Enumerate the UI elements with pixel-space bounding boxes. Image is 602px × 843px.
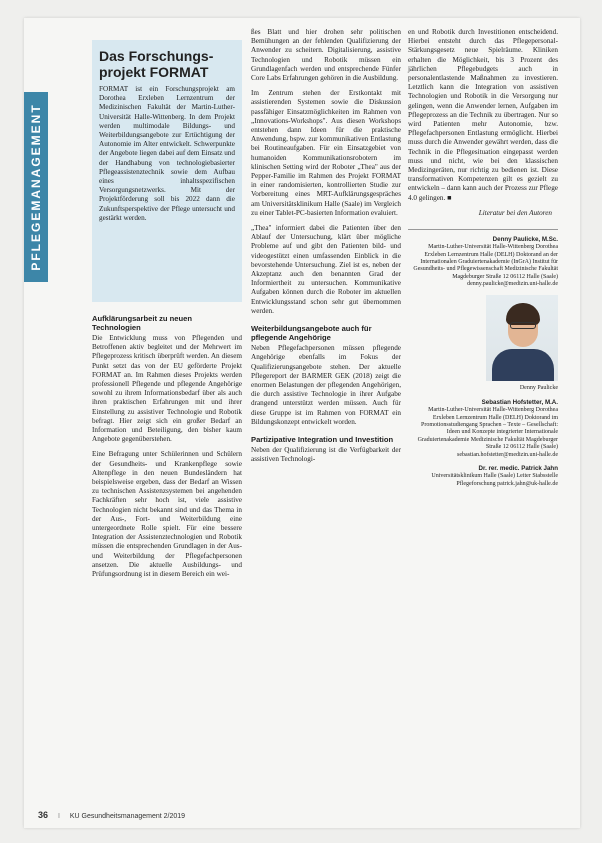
paragraph: Im Zentrum stehen der Erstkontakt mit assistierenden Systemen sowie die Diskussion passfähiger Einsatzmöglichkeiten im Rahmen von „Innovations-Workshops". Aus diesen Workshops entstehen dann Ideen für die praktische Anwendung, bspw. zur kommunikativen Entlastung bei Routineaufgaben. Für ein Einsatzgebiet von humanoiden Kommunikationsrobotern im klinischen Setting wird der Roboter „Thea" aus der Pepper-Familie im Rahmen des Projekt FORMAT in einer randomisierten, kontrollierten Studie zur Vorbereitung eines MRT-Aufklärungsgespräches am Universitätsklinikum Halle (Saale) im Vergleich zu einer Tablet-PC-basierten Information evaluiert. bbox=[251, 89, 401, 217]
section-heading: Weiterbildungsangebote auch für pflegende Angehörige bbox=[251, 324, 372, 343]
author-block bbox=[408, 465, 558, 488]
paragraph: en und Robotik durch Investitionen entscheidend. Hierbei entsteht durch das Pflegepersonal-Stärkungsgesetz neue Spielräume. Kliniken erhalten die Möglichkeit, bis 3 Prozent des jährlichen Pflegebudgets auch in personalentlastende Maßnahmen zu investieren. Letztlich kann die Integration von assistiven Technologien und Robotik in die Versorgung nur gelingen, wenn die Anwender lernen, Aufgaben im Pflegeprozess an die Technik zu übertragen. Nur so wird Patienten mehr Autonomie, bzw. Pflegefachpersonen Entlastung ermöglicht. Hierbei muss durch die Anwender gewährt werden, dass die Technik in die Pflegesituation eingepasst werden muss und nicht, wie bei den klassischen Medizingeräten, nur richtig zu bedienen ist. Diese transformativen Kompetenzen gilt es gezielt zu entwickeln – dann kann auch der Prozess zur Pflege 4.0 gelingen. ■ bbox=[408, 28, 558, 202]
photo-caption: Denny Paulicke bbox=[519, 384, 558, 391]
author-block bbox=[408, 236, 558, 289]
publication-name: KU Gesundheitsmanagement 2/2019 bbox=[69, 813, 186, 820]
footer-separator: I bbox=[57, 813, 60, 820]
paragraph: Neben der Qualifizierung ist die Verfügbarkeit der assistiven Technologi- bbox=[251, 445, 401, 464]
literature-note: Literatur bei den Autoren bbox=[478, 208, 552, 217]
column-1 bbox=[92, 40, 242, 585]
info-box bbox=[92, 40, 242, 302]
info-box-text: FORMAT ist ein Forschungsprojekt am Dorothea Erxleben Lernzentrum der Medizinischen Fakultät der Martin-Luther-Universität Halle-Wittenberg. In dem Projekt werden multimodale Bildungs- und Weiterbildungsangebote zur Ertüchtigung der Autonomie im Alter entwickelt. Schwerpunkte der Angebote liegen dabei auf dem Einsatz und der Handhabung von technologiebasierter Pflegeassistenztechnik sowie dem Aufbau eines inhaltsspezifischen Versorgungsnetzwerks. Mit der Projektförderung soll bis 2022 dann die Zukunftsperspektive der Pflege untersucht und gestärkt werden. bbox=[99, 85, 235, 222]
paragraph: Eine Befragung unter Schülerinnen und Schülern der Gesundheits- und Krankenpflege sowie Altenpflege in den neuen Bundesländern hat beispielsweise ergeben, dass der Bedarf an Wissen zu technischen Assistenzsystemen bei angehenden Fachkräften sehr hoch ist, viele assistive Technologien nicht bekannt sind und das Thema in der Aus-, Fort- und Weiterbildung eine untergeordnete Rolle spielt. Für eine bessere Integration der Assistenztechnologien und Robotik müssen die entsprechenden Grundlagen in der Aus- und Weiterbildung der Pflegefachpersonen ansetzen. Die aktuelle Ausbildungs- und Prüfungsordnung ist in diesem Bereich ein wei- bbox=[92, 450, 242, 579]
column-3 bbox=[408, 28, 558, 494]
paragraph: Neben Pflegefachpersonen müssen pflegende Angehörige ebenfalls im Fokus der Qualifizierungsangebote stehen. Der aktuelle Pflegereport der BARMER GEK (2018) zeigt die enormen Belastungen der pflegenden Angehörigen, die durch assistive Technologie in ihrer Aufgabe drangend unterstützt werden müssen. Auch für diese Gruppe ist im Rahmen von FORMAT ein Bildungskonzept entwickelt worden. bbox=[251, 344, 401, 426]
author-name: Denny Paulicke, M.Sc. bbox=[492, 235, 558, 243]
author-details: Martin-Luther-Universität Halle-Wittenberg Dorothea Erxleben Lernzentrum Halle (DELH) Doktorand im Promotionsstudiengang Sprachen – Texte – Gesellschaft: Ideen und Konzepte integrierter Internationale Graduiertenakademie Medizinische Fakultät Magdeburger Straße 12 06112 Halle (Saale) sebastian.hofstetter@medizin.uni-halle.de bbox=[417, 407, 558, 458]
paragraph: Die Entwicklung muss von Pflegenden und Betroffenen aktiv begleitet und der Mehrwert im Pflegeprozess kritisch überprüft werden. An diesem Punkt setzt das von der EU geförderte Projekt FORMAT an. Im Rahmen dieses Projekts werden professionell Pflegende und pflegende Angehörige sowohl zu ihrem Informationsbedarf über als auch ihren praktischen Erfahrungen mit und ihrer Einstellung zu assistiver Technologie und Robotik befragt. Hier zeigt sich ein großer Bedarf an Information und Beteiligung, den bisher kaum Angebote gegenüberstehen. bbox=[92, 334, 242, 444]
info-box-title: Das Forschungs-projekt FORMAT bbox=[99, 48, 214, 80]
section-label: PFLEGEMANAGEMENT bbox=[29, 103, 43, 271]
author-block bbox=[408, 399, 558, 459]
author-photo bbox=[486, 295, 558, 381]
section-heading: Partizipative Integration und Investition bbox=[251, 434, 394, 444]
divider bbox=[408, 229, 558, 230]
paragraph: „Thea" informiert dabei die Patienten über den Ablauf der Untersuchung, klärt über mögliche Probleme auf und gibt den Patienten bild- und videogestützt einen umfassenden Einblick in die bevorstehende Untersuchung. Ziel ist es, neben der Akzeptanz auch den benannten Grad der Informiertheit zu untersuchen. Kommunikative Aufgaben können durch die Roboter im aktuellen Entwicklungsstand schon sehr gut übernommen werden. bbox=[251, 224, 401, 315]
author-details: Universitätsklinikum Halle (Saale) Leiter Stabsstelle Pflegeforschung patrick.jahn@uk-halle.de bbox=[431, 473, 558, 487]
paragraph: ßes Blatt und hier drohen sehr politischen Bemühungen an der fehlenden Qualifizierung der Anwender zu scheitern. Digitalisierung, assistive Technologien und Robotik müssen ein Grundlagenfach werden und entsprechende Fünfer Core Labs Erfahrungen gehören in die Ausbildung. bbox=[251, 28, 401, 83]
column-2 bbox=[251, 28, 401, 470]
section-heading: Aufklärungsarbeit zu neuen Technologien bbox=[92, 314, 192, 332]
magazine-page bbox=[24, 18, 580, 828]
author-name: Dr. rer. medic. Patrick Jahn bbox=[478, 464, 558, 472]
author-name: Sebastian Hofstetter, M.A. bbox=[481, 398, 558, 406]
author-details: Martin-Luther-Universität Halle-Wittenberg Dorothea Erxleben Lernzentrum Halle (DELH) Doktorand an der Internationalen Graduiertenakademie (InGrA) Institut für Gesundheits- und Pflegewissenschaft Medizinische Fakultät Magdeburger Straße 12 06112 Halle (Saale) denny.paulicke@medizin.uni-halle.de bbox=[413, 244, 558, 288]
page-number: 36 bbox=[38, 810, 49, 820]
page-footer bbox=[38, 810, 185, 820]
